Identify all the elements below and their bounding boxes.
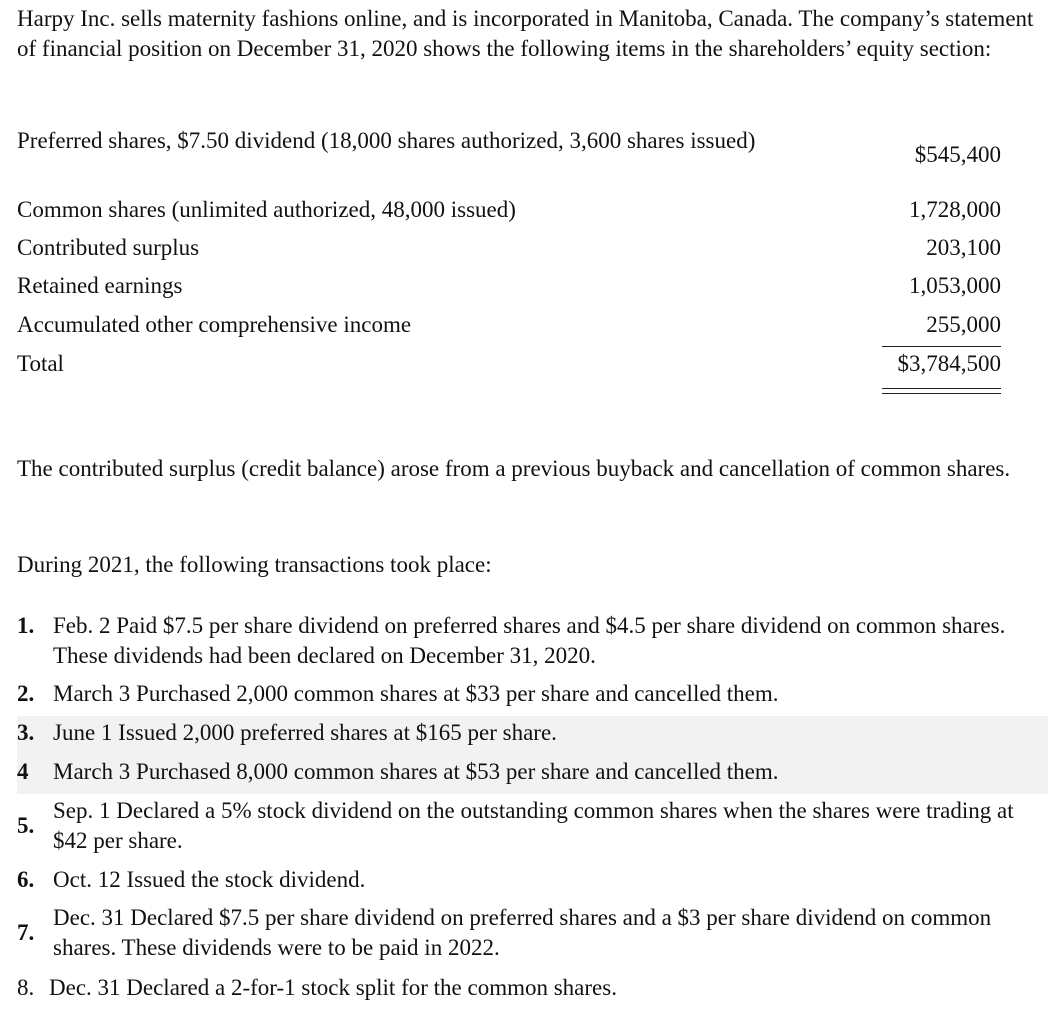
- equity-amount: 203,100: [926, 235, 1001, 260]
- item-text: Sep. 1 Declared a 5% stock dividend on the outstanding common shares when the shares were trading at $42 per share.: [53, 798, 1014, 853]
- transaction-item-5: [17, 796, 1048, 856]
- transaction-item-4: [17, 757, 1048, 787]
- equity-row-common-shares: [17, 195, 1001, 225]
- subtotal-underline: [882, 346, 1001, 347]
- contributed-surplus-note: The contributed surplus (credit balance) arose from a previous buyback and cancellation of common shares.: [17, 456, 1011, 481]
- transaction-item-2: [17, 679, 1048, 709]
- equity-label: Common shares (unlimited authorized, 48,000 issued): [17, 197, 516, 222]
- transactions-intro: During 2021, the following transactions took place:: [17, 552, 492, 577]
- total-double-underline-top: [882, 388, 1001, 389]
- equity-label: Preferred shares, $7.50 dividend (18,000 shares authorized, 3,600 shares issued): [17, 128, 756, 153]
- transaction-item-8: [17, 973, 1048, 1003]
- equity-row-preferred-shares: [17, 126, 1001, 186]
- item-number: 3.: [17, 720, 35, 745]
- transaction-item-6: [17, 865, 1048, 895]
- item-text: March 3 Purchased 2,000 common shares at $33 per share and cancelled them.: [53, 681, 779, 706]
- transaction-item-1: [17, 611, 1048, 671]
- equity-amount: 255,000: [926, 312, 1001, 337]
- total-label: Total: [17, 351, 64, 376]
- total-double-underline-bottom: [882, 393, 1001, 394]
- item-number: 4: [17, 759, 29, 784]
- item-number: 1.: [17, 613, 35, 638]
- item-number: 2.: [17, 681, 35, 706]
- equity-label: Contributed surplus: [17, 235, 200, 260]
- item-text: Oct. 12 Issued the stock dividend.: [53, 867, 366, 892]
- equity-row-retained-earnings: [17, 271, 1001, 301]
- item-text: Feb. 2 Paid $7.5 per share dividend on preferred shares and $4.5 per share dividend on common shares. These dividends had been declared on December 31, 2020.: [53, 613, 1006, 668]
- item-text: Dec. 31 Declared a 2-for-1 stock split for the common shares.: [49, 975, 617, 1000]
- equity-amount: $545,400: [914, 142, 1001, 167]
- item-number: 6.: [17, 867, 35, 892]
- item-number: 7.: [17, 920, 35, 945]
- total-amount: $3,784,500: [897, 351, 1001, 376]
- item-number: 5.: [17, 813, 35, 838]
- equity-row-contributed-surplus: [17, 233, 1001, 263]
- intro-paragraph: Harpy Inc. sells maternity fashions online, and is incorporated in Manitoba, Canada. The company’s statement of financial position on December 31, 2020 shows the following items in the shareholders’ equity section:: [17, 6, 1034, 61]
- equity-label: Accumulated other comprehensive income: [17, 312, 412, 337]
- equity-amount: 1,728,000: [909, 197, 1001, 222]
- item-text: June 1 Issued 2,000 preferred shares at $165 per share.: [53, 720, 557, 745]
- equity-amount: 1,053,000: [909, 273, 1001, 298]
- item-text: Dec. 31 Declared $7.5 per share dividend on preferred shares and a $3 per share dividend on common shares. These dividends were to be paid in 2022.: [53, 905, 992, 960]
- item-number: 8.: [17, 975, 35, 1000]
- transaction-item-3: [17, 718, 1048, 748]
- equity-row-total: [17, 349, 1001, 379]
- equity-row-aoci: [17, 310, 1001, 340]
- equity-label: Retained earnings: [17, 273, 183, 298]
- transaction-item-7: [17, 903, 1048, 963]
- item-text: March 3 Purchased 8,000 common shares at $53 per share and cancelled them.: [53, 759, 779, 784]
